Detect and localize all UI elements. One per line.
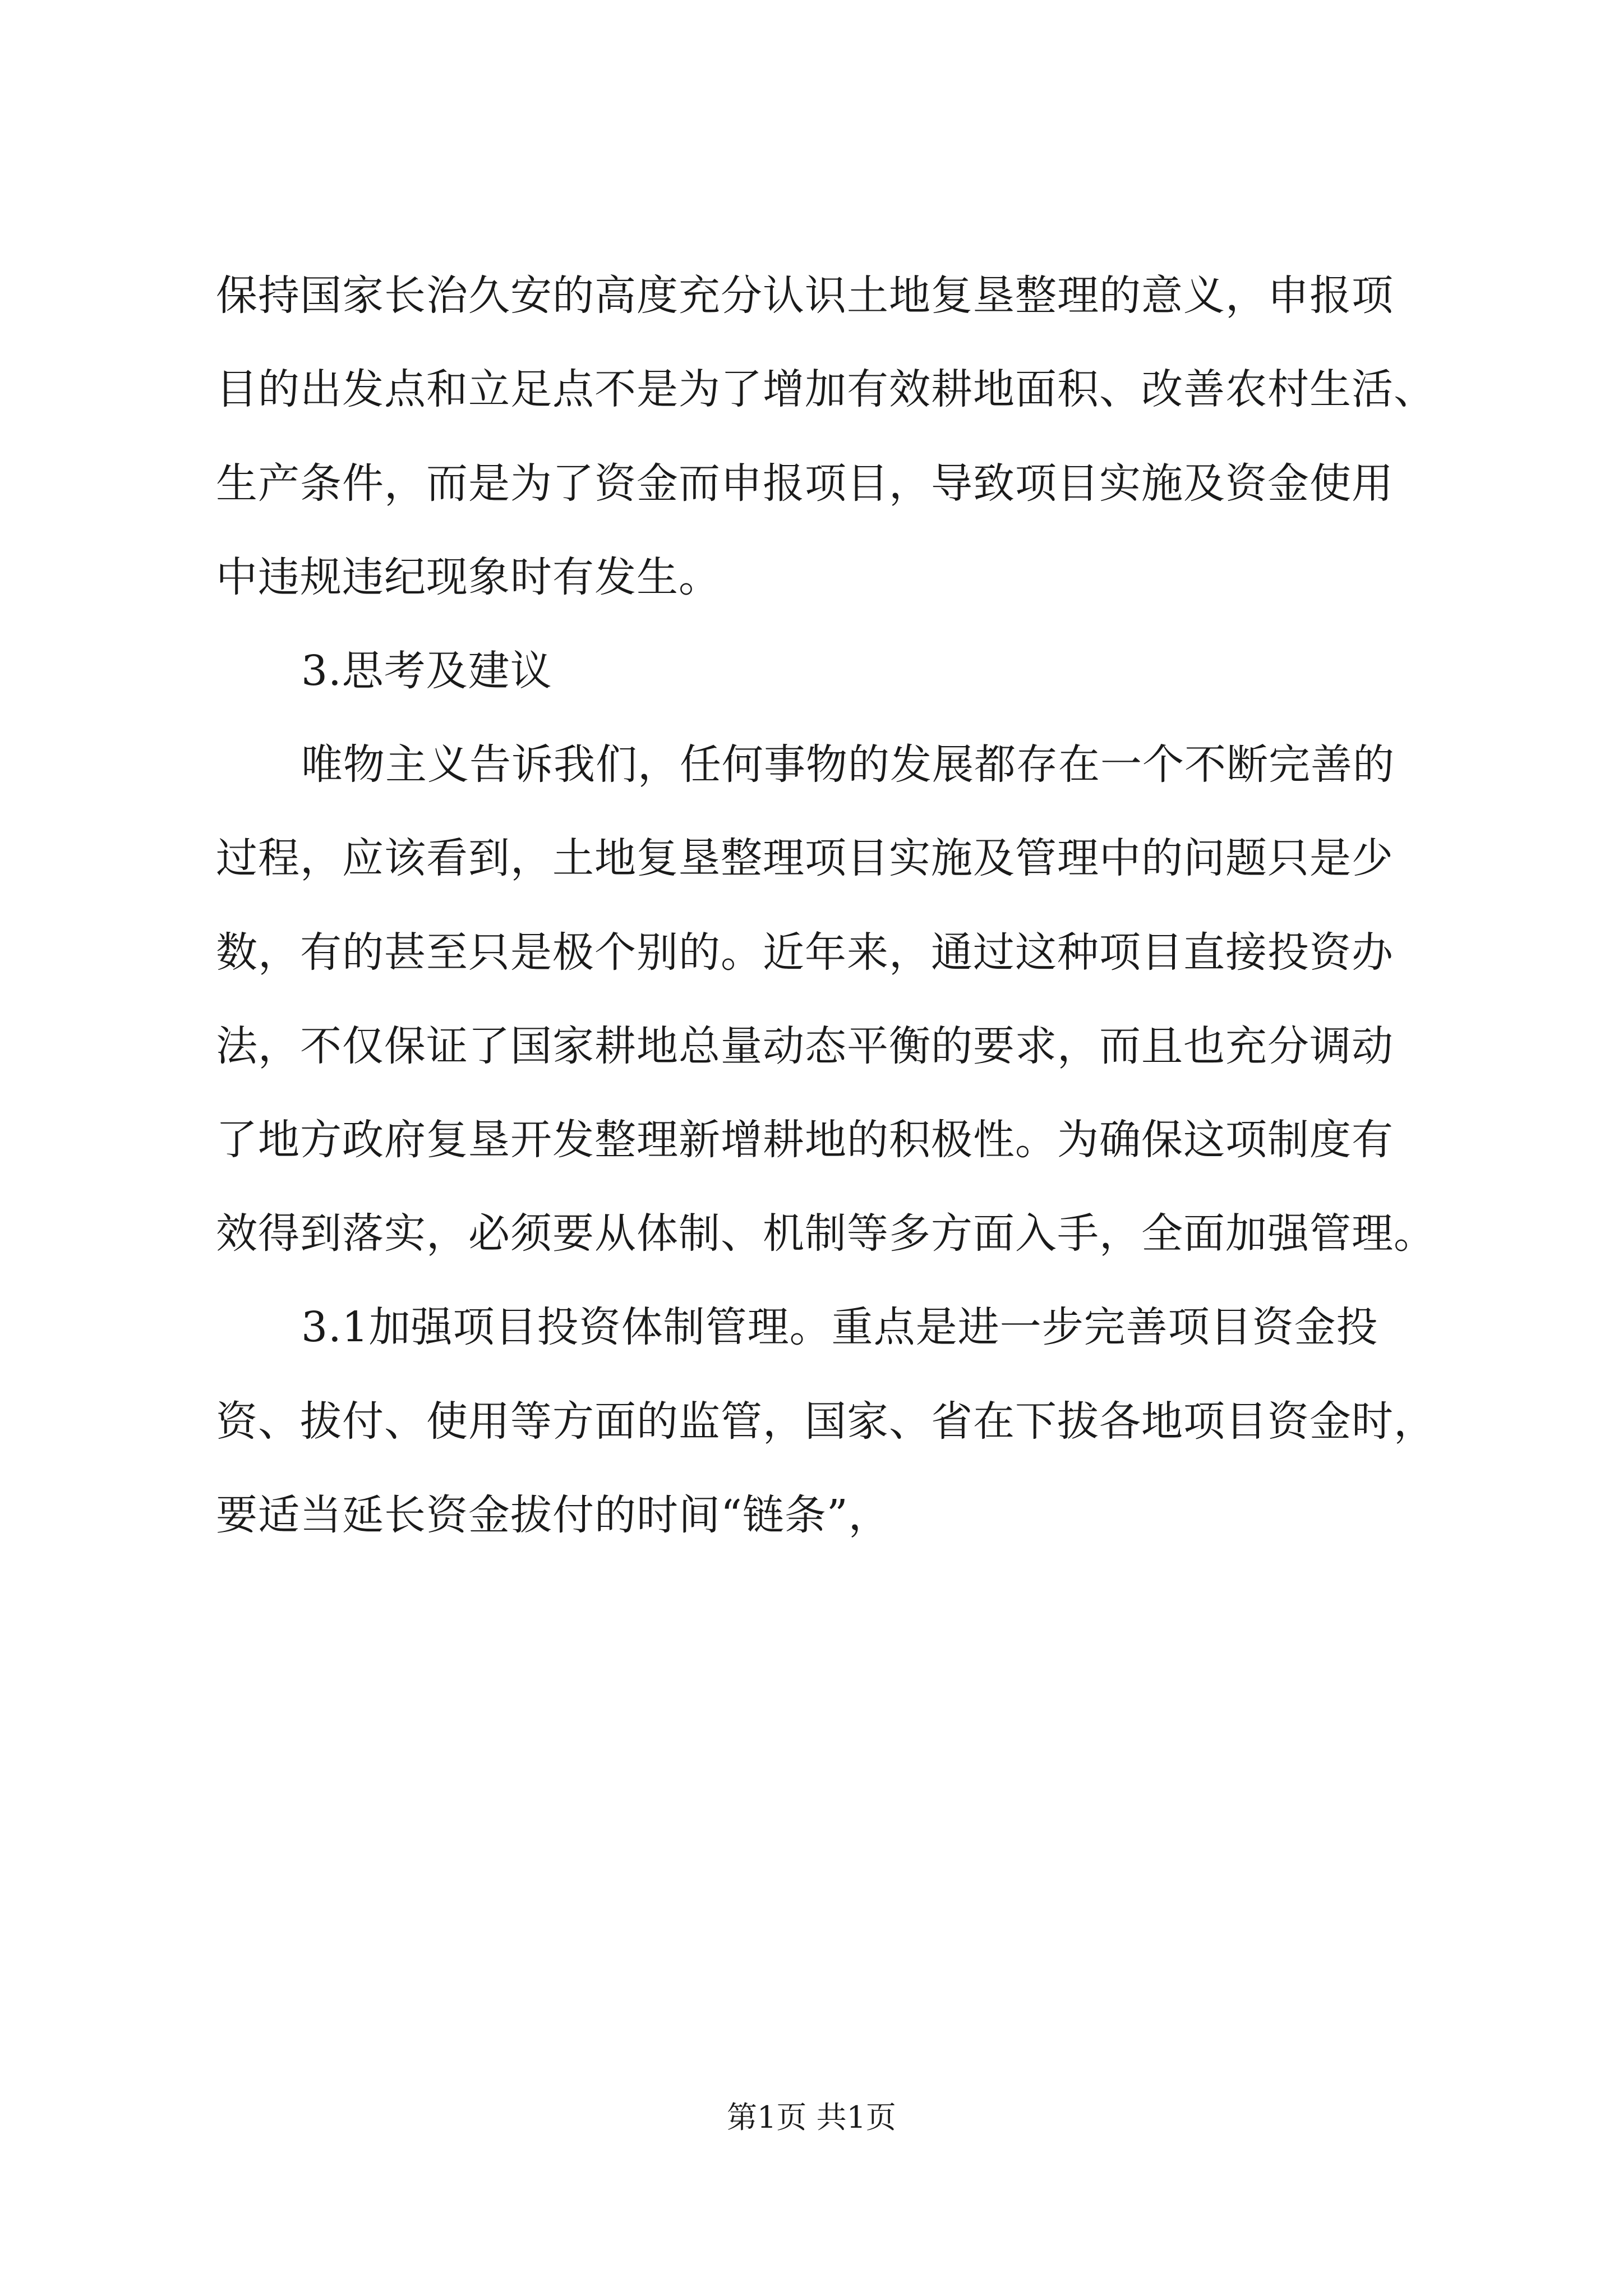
paragraph-3-line-2: 过程，应该看到，土地复垦整理项目实施及管理中的问题只是少 [216,834,1394,882]
paragraph-1-line-4: 中违规违纪现象时有发生。 [216,553,721,601]
page-number-footer: 第1页 共1页 [727,2100,896,2135]
paragraph-3-line-4: 法，不仅保证了国家耕地总量动态平衡的要求，而且也充分调动 [216,1022,1394,1070]
paragraph-1-line-3: 生产条件，而是为了资金而申报项目，导致项目实施及资金使用 [216,459,1394,508]
paragraph-1-line-1: 保持国家长治久安的高度充分认识土地复垦整理的意义，申报项 [216,272,1394,320]
paragraph-4-line-1: 3.1加强项目投资体制管理。重点是进一步完善项目资金投 [301,1303,1378,1351]
section-heading: 3.思考及建议 [301,647,552,695]
paragraph-1-line-2: 目的出发点和立足点不是为了增加有效耕地面积、改善农村生活、 [216,365,1436,413]
paragraph-3-line-5: 了地方政府复垦开发整理新增耕地的积极性。为确保这项制度有 [216,1116,1394,1164]
paragraph-3-line-3: 数，有的甚至只是极个别的。近年来，通过这种项目直接投资办 [216,928,1394,977]
paragraph-3-line-1: 唯物主义告诉我们，任何事物的发展都存在一个不断完善的 [301,740,1395,789]
paragraph-4-line-2: 资、拔付、使用等方面的监管，国家、省在下拔各地项目资金时， [216,1397,1436,1446]
paragraph-3-line-6: 效得到落实，必须要从体制、机制等多方面入手，全面加强管理。 [216,1209,1436,1258]
paragraph-4-line-3: 要适当延长资金拔付的时间“链条”， [216,1491,891,1539]
